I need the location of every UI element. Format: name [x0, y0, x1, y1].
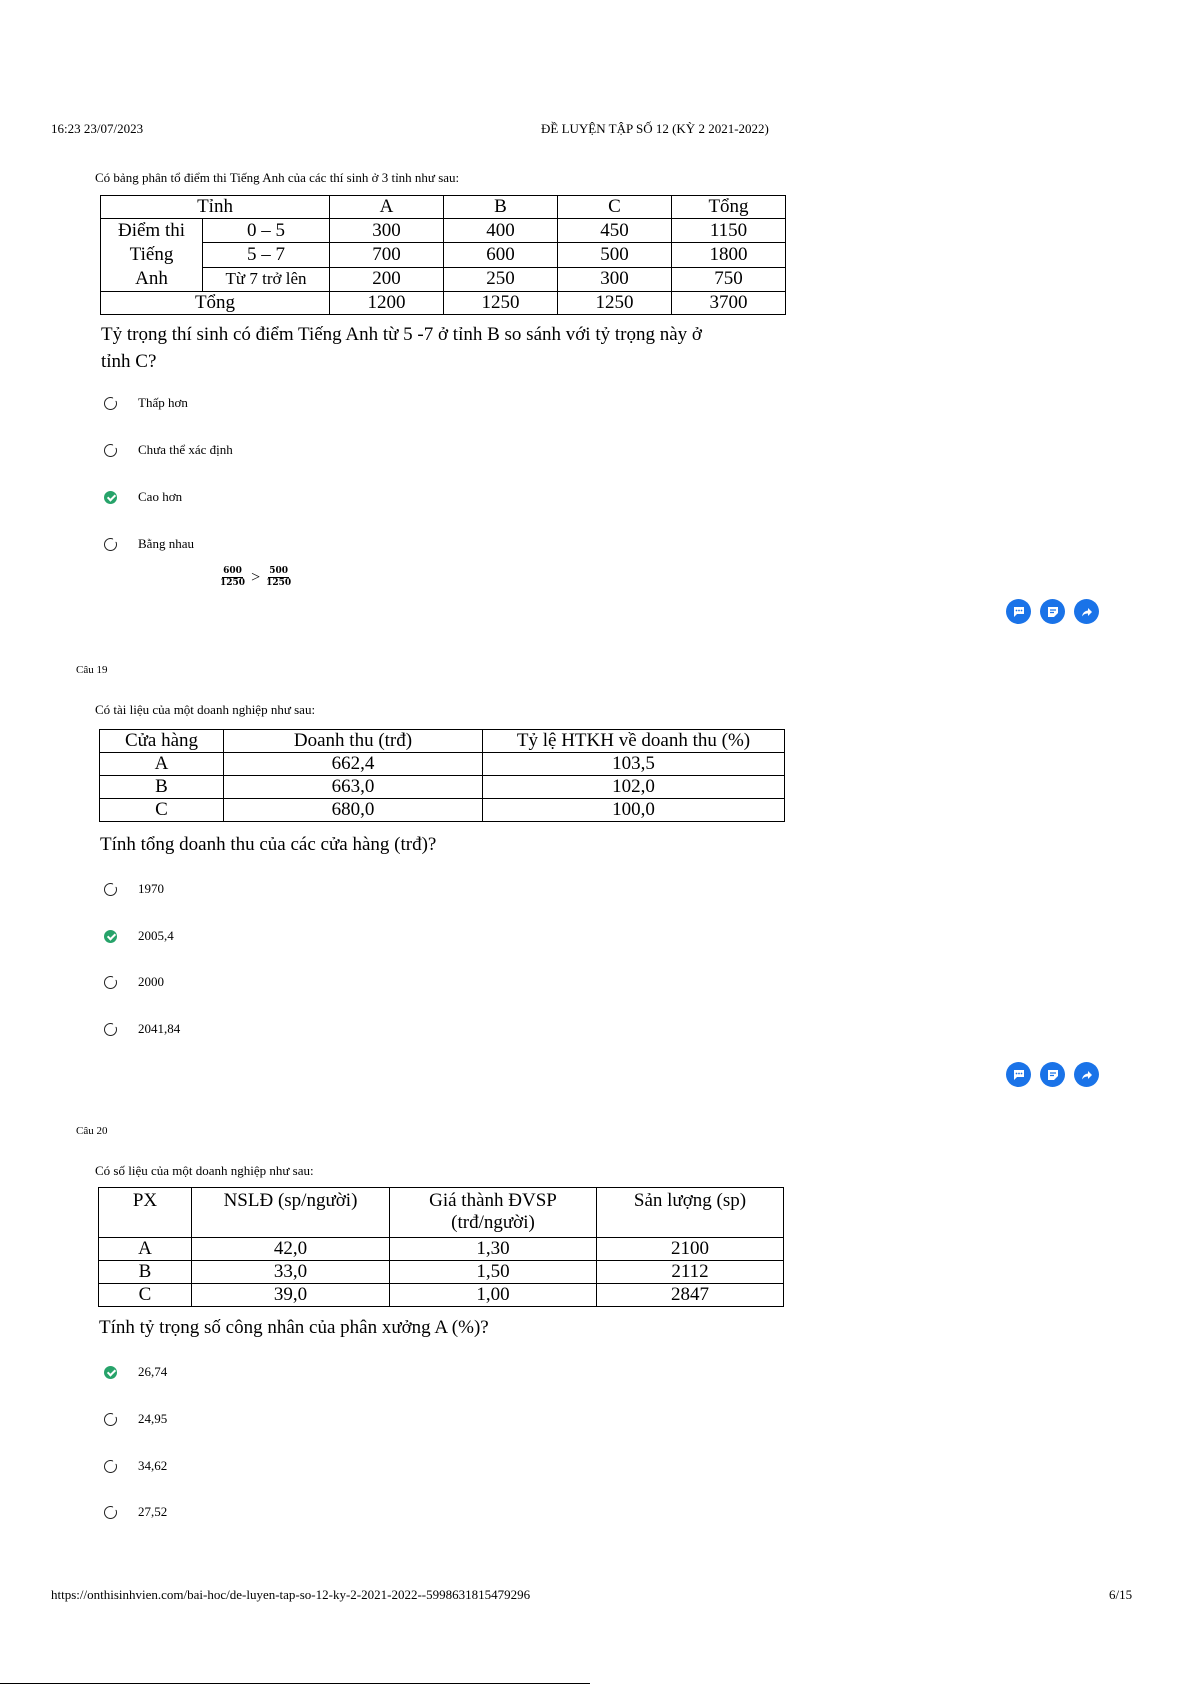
q19-data-table	[99, 729, 785, 822]
note-icon[interactable]	[1040, 599, 1065, 624]
note-icon[interactable]	[1040, 1062, 1065, 1087]
q18-option-4[interactable]	[104, 534, 194, 554]
header-b: B	[444, 196, 558, 219]
cell: C	[100, 799, 224, 822]
option-label: 2000	[138, 974, 164, 989]
cell: 2847	[597, 1284, 784, 1307]
option-label: Chưa thể xác định	[138, 442, 233, 457]
cell: 3700	[672, 292, 786, 315]
q20-option-1[interactable]	[104, 1362, 167, 1382]
header-tong: Tổng	[672, 196, 786, 219]
denominator: 1250	[220, 578, 246, 588]
option-label: 27,52	[138, 1504, 168, 1519]
q20-stem: Tính tỷ trọng số công nhân của phân xưởng A (%)?	[99, 1317, 489, 1338]
q19-intro: Có tài liệu của một doanh nghiệp như sau:	[95, 702, 316, 717]
radio-checked-icon[interactable]	[104, 491, 117, 504]
header-cell: Cửa hàng	[100, 730, 224, 753]
header-a: A	[330, 196, 444, 219]
page-number: 6/15	[1109, 1587, 1133, 1602]
radio-checked-icon[interactable]	[104, 1366, 117, 1379]
radio-unchecked-icon[interactable]	[104, 1506, 117, 1519]
header-px: PX	[99, 1188, 192, 1238]
comparison-operator: >	[251, 568, 261, 586]
cell: A	[100, 753, 224, 776]
document-title: ĐỀ LUYỆN TẬP SỐ 12 (KỲ 2 2021-2022)	[541, 121, 769, 136]
q18-intro: Có bảng phân tổ điểm thi Tiếng Anh của các thí sinh ở 3 tỉnh như sau:	[95, 170, 460, 185]
cell: 1250	[558, 292, 672, 315]
header-san-luong: Sản lượng (sp)	[597, 1188, 784, 1238]
share-icon[interactable]	[1074, 1062, 1099, 1087]
numerator: 600	[223, 566, 242, 576]
cell: 300	[330, 219, 444, 243]
cell: 600	[444, 243, 558, 267]
option-label: 26,74	[138, 1364, 168, 1379]
cell: 200	[330, 267, 444, 291]
group-label-line: Tiếng	[129, 244, 174, 265]
cell: 250	[444, 267, 558, 291]
option-label: Thấp hơn	[138, 395, 188, 410]
cell: 500	[558, 243, 672, 267]
cell: 1800	[672, 243, 786, 267]
cell: 1150	[672, 219, 786, 243]
q19-option-3[interactable]	[104, 972, 164, 992]
cell: B	[100, 776, 224, 799]
q18-explanation	[220, 566, 291, 589]
q20-option-3[interactable]	[104, 1456, 167, 1476]
radio-checked-icon[interactable]	[104, 930, 117, 943]
option-label: 2041,84	[138, 1021, 181, 1036]
cell: C	[99, 1284, 192, 1307]
cell: 1250	[444, 292, 558, 315]
header-tinh: Tỉnh	[101, 196, 330, 219]
cell: 400	[444, 219, 558, 243]
print-datetime: 16:23 23/07/2023	[51, 121, 144, 136]
q19-title: Câu 19	[76, 664, 108, 676]
q18-option-3[interactable]	[104, 487, 182, 507]
comment-icon[interactable]	[1006, 1062, 1031, 1087]
header-line: (trđ/người)	[451, 1212, 535, 1233]
q19-action-icons	[1006, 1062, 1099, 1087]
radio-unchecked-icon[interactable]	[104, 1460, 117, 1473]
cell: 102,0	[483, 776, 785, 799]
q18-stem-line: tỉnh C?	[101, 351, 157, 372]
cell: 450	[558, 219, 672, 243]
fraction	[266, 566, 291, 589]
cell: 680,0	[224, 799, 483, 822]
numerator: 500	[269, 566, 289, 576]
cell: 750	[672, 267, 786, 291]
cell: 100,0	[483, 799, 785, 822]
q20-intro: Có số liệu của một doanh nghiệp như sau:	[95, 1163, 314, 1178]
group-label-line: Anh	[135, 268, 168, 289]
cell: 103,5	[483, 753, 785, 776]
cell: 663,0	[224, 776, 483, 799]
cell: 33,0	[192, 1261, 390, 1284]
option-label: 1970	[138, 881, 164, 896]
q18-option-1[interactable]	[104, 393, 188, 413]
page-url: https://onthisinhvien.com/bai-hoc/de-luyen-tap-so-12-ky-2-2021-2022--5998631815479296	[51, 1587, 531, 1602]
group-label	[101, 219, 203, 292]
cell: 662,4	[224, 753, 483, 776]
cell: 2112	[597, 1261, 784, 1284]
row-label: 0 – 5	[203, 219, 330, 243]
option-label: Cao hơn	[138, 489, 183, 504]
radio-unchecked-icon[interactable]	[104, 976, 117, 989]
header-cell: Tỷ lệ HTKH về doanh thu (%)	[483, 730, 785, 753]
total-label: Tổng	[101, 292, 330, 315]
header-c: C	[558, 196, 672, 219]
cell: 39,0	[192, 1284, 390, 1307]
q20-option-4[interactable]	[104, 1502, 167, 1522]
header-nsld: NSLĐ (sp/người)	[192, 1188, 390, 1238]
cell: 700	[330, 243, 444, 267]
row-label: 5 – 7	[203, 243, 330, 267]
option-label: 2005,4	[138, 928, 174, 943]
q20-data-table	[98, 1187, 784, 1307]
cell: 300	[558, 267, 672, 291]
denominator: 1250	[266, 578, 292, 588]
q18-data-table	[100, 195, 786, 315]
radio-unchecked-icon[interactable]	[104, 538, 117, 551]
row-label: Từ 7 trở lên	[203, 267, 330, 291]
fraction	[220, 566, 245, 589]
q19-option-1[interactable]	[104, 879, 164, 899]
radio-unchecked-icon[interactable]	[104, 1413, 117, 1426]
option-label: Bằng nhau	[138, 536, 194, 551]
share-icon[interactable]	[1074, 599, 1099, 624]
q19-option-4[interactable]	[104, 1019, 180, 1039]
cell: 1200	[330, 292, 444, 315]
comment-icon[interactable]	[1006, 599, 1031, 624]
cell: 1,50	[390, 1261, 597, 1284]
radio-unchecked-icon[interactable]	[104, 883, 117, 896]
radio-unchecked-icon[interactable]	[104, 1023, 117, 1036]
header-gia-thanh	[390, 1188, 597, 1238]
q19-option-2[interactable]	[104, 926, 174, 946]
option-label: 24,95	[138, 1411, 168, 1426]
q20-title: Câu 20	[76, 1125, 108, 1137]
header-line: Giá thành ĐVSP	[429, 1190, 557, 1211]
cell: 1,30	[390, 1238, 597, 1261]
q20-option-2[interactable]	[104, 1409, 167, 1429]
cell: B	[99, 1261, 192, 1284]
cell: A	[99, 1238, 192, 1261]
cell: 1,00	[390, 1284, 597, 1307]
cell: 42,0	[192, 1238, 390, 1261]
q18-action-icons	[1006, 599, 1099, 624]
page-bottom-rule	[0, 1683, 590, 1684]
q18-stem	[101, 321, 702, 375]
header-cell: Doanh thu (trđ)	[224, 730, 483, 753]
q18-option-2[interactable]	[104, 440, 233, 460]
group-label-line: Điểm thi	[117, 220, 186, 241]
option-label: 34,62	[138, 1458, 168, 1473]
q19-stem: Tính tổng doanh thu của các cửa hàng (trđ)?	[100, 834, 437, 855]
cell: 2100	[597, 1238, 784, 1261]
q18-stem-line: Tỷ trọng thí sinh có điểm Tiếng Anh từ 5 -7 ở tỉnh B so sánh với tỷ trọng này ở	[101, 324, 702, 345]
radio-unchecked-icon[interactable]	[104, 397, 117, 410]
radio-unchecked-icon[interactable]	[104, 444, 117, 457]
